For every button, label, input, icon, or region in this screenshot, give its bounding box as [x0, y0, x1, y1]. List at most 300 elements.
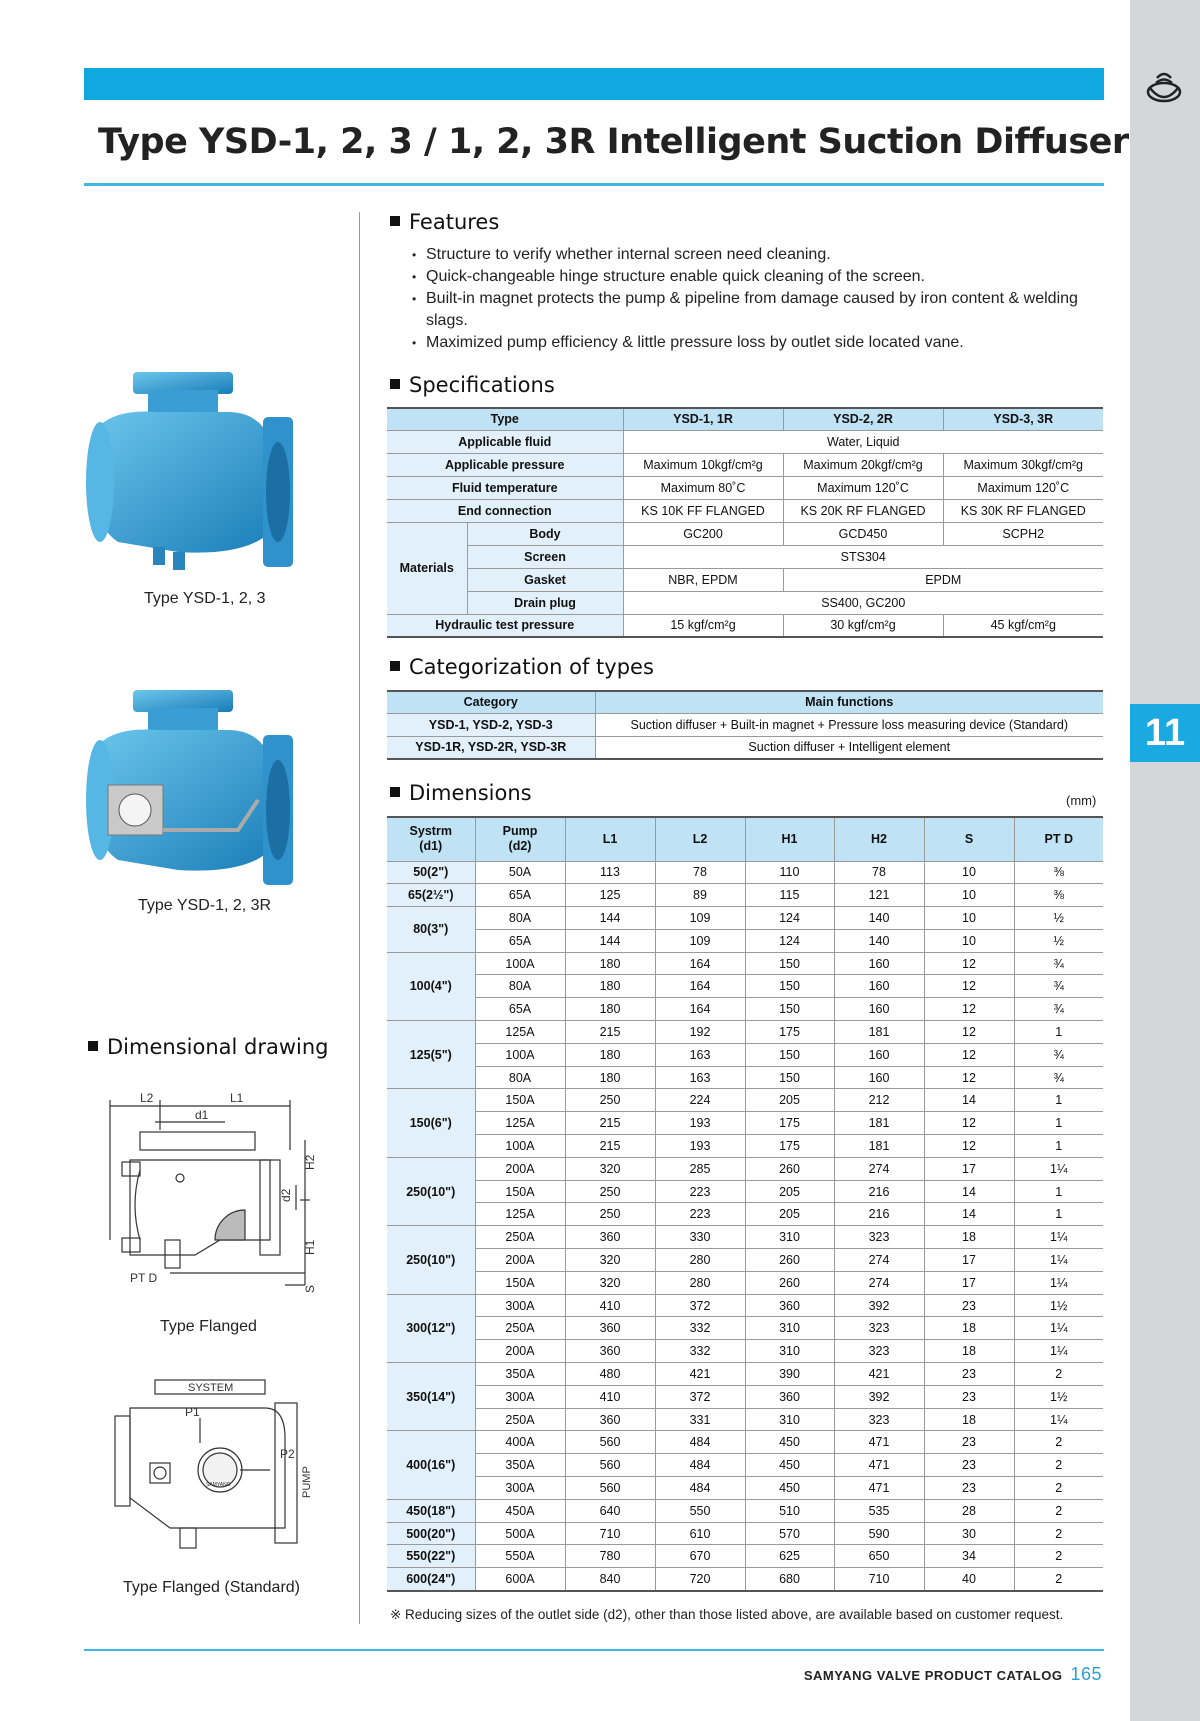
spec-value: Maximum 30kgf/cm²g — [943, 453, 1103, 476]
categorization-table — [387, 690, 1103, 760]
dim-cell: 2 — [1014, 1431, 1103, 1454]
label-h1: H1 — [303, 1239, 317, 1255]
feature-item: • Built-in magnet protects the pump & pipeline from damage caused by iron content & welding slags. — [412, 288, 1112, 332]
dim-cell: 2 — [1014, 1568, 1103, 1591]
dim-cell: 180 — [565, 1043, 655, 1066]
dim-system-size: 350(14") — [387, 1363, 475, 1431]
label-h2: H2 — [303, 1154, 317, 1170]
dim-cell: 18 — [924, 1317, 1014, 1340]
dim-cell: 2 — [1014, 1454, 1103, 1477]
table-row — [387, 1568, 1103, 1591]
dim-cell: 300A — [475, 1294, 565, 1317]
dim-cell: 100A — [475, 1135, 565, 1158]
spec-row-label: Drain plug — [467, 591, 623, 614]
dim-cell: 110 — [745, 861, 834, 884]
product-photo-ysd-r — [78, 690, 328, 890]
table-row — [387, 1340, 1103, 1363]
dim-cell: ¾ — [1014, 1043, 1103, 1066]
chapter-tab: 11 — [1130, 704, 1200, 762]
dim-cell: 150 — [745, 998, 834, 1021]
dim-cell: 224 — [655, 1089, 745, 1112]
dim-cell: ½ — [1014, 907, 1103, 930]
dim-col-header: L2 — [655, 817, 745, 861]
dim-system-size: 250(10") — [387, 1157, 475, 1225]
label-d2: d2 — [279, 1188, 293, 1202]
dim-cell: 160 — [834, 998, 924, 1021]
feature-item: • Structure to verify whether internal screen need cleaning. — [412, 244, 1112, 266]
photo1-caption: Type YSD-1, 2, 3 — [144, 590, 266, 607]
spec-value: Water, Liquid — [623, 430, 1103, 453]
label-p1: P1 — [185, 1405, 200, 1419]
dim-cell: 17 — [924, 1271, 1014, 1294]
dim-cell: 193 — [655, 1112, 745, 1135]
table-row — [387, 1226, 1103, 1249]
dim-cell: 215 — [565, 1112, 655, 1135]
dim-cell: 2 — [1014, 1522, 1103, 1545]
dim-cell: 310 — [745, 1340, 834, 1363]
dim-cell: 471 — [834, 1477, 924, 1500]
dim-cell: 500A — [475, 1522, 565, 1545]
dim-system-size: 150(6") — [387, 1089, 475, 1157]
spec-row-label: Screen — [467, 545, 623, 568]
samyang-logo-icon — [1140, 66, 1188, 114]
dim-cell: 350A — [475, 1363, 565, 1386]
dim-cell: 400A — [475, 1431, 565, 1454]
spec-value: GC200 — [623, 522, 783, 545]
dim-cell: 223 — [655, 1180, 745, 1203]
dimensions-heading: Dimensions — [390, 781, 532, 805]
label-p2: P2 — [280, 1447, 295, 1461]
dim-cell: 310 — [745, 1317, 834, 1340]
table-row — [387, 884, 1103, 907]
footer — [800, 1664, 1102, 1685]
dim-cell: 160 — [834, 1043, 924, 1066]
dim-cell: 18 — [924, 1340, 1014, 1363]
category-cell: YSD-1, YSD-2, YSD-3 — [387, 713, 595, 736]
spec-materials-label: Materials — [387, 522, 467, 614]
feature-item: • Maximized pump efficiency & little pressure loss by outlet side located vane. — [412, 332, 1112, 354]
dimensions-table — [387, 816, 1103, 1592]
dim-cell: 12 — [924, 1021, 1014, 1044]
dim-system-size: 450(18") — [387, 1499, 475, 1522]
label-d1: d1 — [195, 1108, 209, 1122]
dim-cell: 10 — [924, 929, 1014, 952]
product-photo-ysd — [78, 372, 328, 582]
dim-cell: 421 — [655, 1363, 745, 1386]
dim-cell: 164 — [655, 975, 745, 998]
dim-cell: 12 — [924, 1043, 1014, 1066]
dim-cell: 450 — [745, 1454, 834, 1477]
dim-cell: 121 — [834, 884, 924, 907]
dim-cell: 640 — [565, 1499, 655, 1522]
dim-cell: 212 — [834, 1089, 924, 1112]
dim-cell: 320 — [565, 1249, 655, 1272]
categorization-heading: Categorization of types — [390, 655, 654, 679]
label-l1: L1 — [230, 1091, 244, 1105]
dim-cell: 80A — [475, 907, 565, 930]
dim-cell: 300A — [475, 1477, 565, 1500]
dim-cell: 89 — [655, 884, 745, 907]
dim-cell: 1½ — [1014, 1385, 1103, 1408]
dim-cell: 2 — [1014, 1545, 1103, 1568]
table-row — [387, 1203, 1103, 1226]
dim-cell: 390 — [745, 1363, 834, 1386]
dim-cell: 180 — [565, 952, 655, 975]
dim-cell: 150 — [745, 1043, 834, 1066]
side-strip — [1130, 0, 1200, 1721]
dim-cell: 14 — [924, 1180, 1014, 1203]
dim-cell: 332 — [655, 1317, 745, 1340]
dim-cell: ¾ — [1014, 952, 1103, 975]
dim-cell: 274 — [834, 1271, 924, 1294]
label-l2: L2 — [140, 1091, 154, 1105]
dim-cell: 17 — [924, 1157, 1014, 1180]
dim-cell: 1¼ — [1014, 1157, 1103, 1180]
spec-value: Maximum 10kgf/cm²g — [623, 453, 783, 476]
dim-cell: 323 — [834, 1408, 924, 1431]
table-row — [387, 975, 1103, 998]
dim-cell: 18 — [924, 1226, 1014, 1249]
dim-cell: 164 — [655, 952, 745, 975]
specifications-heading: Specifications — [390, 373, 555, 397]
dim-cell: 450 — [745, 1477, 834, 1500]
functions-cell: Suction diffuser + Intelligent element — [595, 736, 1103, 759]
table-row — [387, 1431, 1103, 1454]
table-row — [387, 1089, 1103, 1112]
dim-cell: 150A — [475, 1089, 565, 1112]
bullet-square-icon — [390, 216, 400, 226]
dim-system-size: 500(20") — [387, 1522, 475, 1545]
dim-cell: 23 — [924, 1363, 1014, 1386]
dim-cell: 840 — [565, 1568, 655, 1591]
table-row — [387, 1043, 1103, 1066]
dim-cell: 10 — [924, 861, 1014, 884]
dim-cell: 216 — [834, 1203, 924, 1226]
dimensional-drawing-flanged-standard — [110, 1378, 340, 1578]
dim-system-size: 65(2½") — [387, 884, 475, 907]
dim-cell: 144 — [565, 929, 655, 952]
dim-cell: 14 — [924, 1089, 1014, 1112]
dim-cell: 80A — [475, 1066, 565, 1089]
features-heading: Features — [390, 210, 499, 234]
dim-cell: 100A — [475, 1043, 565, 1066]
dim-cell: 205 — [745, 1089, 834, 1112]
dim-cell: 109 — [655, 907, 745, 930]
dim-cell: 1 — [1014, 1021, 1103, 1044]
dim-cell: 1 — [1014, 1089, 1103, 1112]
dim-cell: 150A — [475, 1271, 565, 1294]
dim-cell: ⅜ — [1014, 861, 1103, 884]
dimensions-note: ※ Reducing sizes of the outlet side (d2), other than those listed above, are available based on customer request. — [390, 1607, 1064, 1622]
dim-cell: 160 — [834, 952, 924, 975]
dim-cell: 560 — [565, 1431, 655, 1454]
dim-cell: 1¼ — [1014, 1271, 1103, 1294]
dim-cell: 150 — [745, 952, 834, 975]
dim-cell: 200A — [475, 1157, 565, 1180]
dim-cell: 40 — [924, 1568, 1014, 1591]
dim-cell: 192 — [655, 1021, 745, 1044]
dim-cell: 175 — [745, 1135, 834, 1158]
catalog-name: SAMYANG VALVE PRODUCT CATALOG — [803, 1668, 1063, 1683]
dim-cell: 140 — [834, 929, 924, 952]
dim-cell: 550 — [655, 1499, 745, 1522]
dim-cell: 421 — [834, 1363, 924, 1386]
dim-cell: 250A — [475, 1317, 565, 1340]
spec-type: YSD-1, 1R — [623, 408, 783, 430]
dim-cell: 323 — [834, 1226, 924, 1249]
category-cell: YSD-1R, YSD-2R, YSD-3R — [387, 736, 595, 759]
dim-cell: 350A — [475, 1454, 565, 1477]
dim-cell: 181 — [834, 1021, 924, 1044]
dim-cell: 180 — [565, 1066, 655, 1089]
dim-cell: 484 — [655, 1477, 745, 1500]
dim-cell: 450 — [745, 1431, 834, 1454]
footer-divider — [84, 1649, 1104, 1651]
dim-cell: 10 — [924, 884, 1014, 907]
table-row — [387, 1477, 1103, 1500]
dim-cell: 180 — [565, 998, 655, 1021]
spec-value: STS304 — [623, 545, 1103, 568]
dim-cell: 550A — [475, 1545, 565, 1568]
table-row — [387, 1408, 1103, 1431]
dim-cell: 410 — [565, 1385, 655, 1408]
dim-col-header: Pump (d2) — [475, 817, 565, 861]
spec-value: 15 kgf/cm²g — [623, 614, 783, 637]
dim-cell: 360 — [745, 1385, 834, 1408]
dim-cell: 216 — [834, 1180, 924, 1203]
dim-cell: 30 — [924, 1522, 1014, 1545]
dim-cell: 1¼ — [1014, 1408, 1103, 1431]
dim-cell: 484 — [655, 1431, 745, 1454]
table-row — [387, 1135, 1103, 1158]
dim-cell: 260 — [745, 1271, 834, 1294]
dim-cell: 78 — [834, 861, 924, 884]
dim-cell: 250 — [565, 1089, 655, 1112]
dim-cell: 12 — [924, 975, 1014, 998]
dimensions-unit: (mm) — [1066, 793, 1097, 808]
dim-cell: 780 — [565, 1545, 655, 1568]
dim-cell: 2 — [1014, 1499, 1103, 1522]
dim-cell: 193 — [655, 1135, 745, 1158]
dim-cell: 1¼ — [1014, 1340, 1103, 1363]
dim-cell: 205 — [745, 1203, 834, 1226]
dim-cell: 164 — [655, 998, 745, 1021]
dim-cell: ⅜ — [1014, 884, 1103, 907]
table-row — [387, 1180, 1103, 1203]
dim-cell: 1¼ — [1014, 1249, 1103, 1272]
table-row — [387, 861, 1103, 884]
dim-cell: 23 — [924, 1454, 1014, 1477]
dim-cell: 392 — [834, 1294, 924, 1317]
dim-cell: 12 — [924, 1066, 1014, 1089]
spec-value: KS 30K RF FLANGED — [943, 499, 1103, 522]
spec-value: Maximum 80˚C — [623, 476, 783, 499]
spec-value: 30 kgf/cm²g — [783, 614, 943, 637]
specifications-table — [387, 407, 1103, 638]
dim-cell: 113 — [565, 861, 655, 884]
dim-cell: 163 — [655, 1043, 745, 1066]
spec-value: SS400, GC200 — [623, 591, 1103, 614]
spec-value: SCPH2 — [943, 522, 1103, 545]
dim-cell: 12 — [924, 1135, 1014, 1158]
dim-cell: 625 — [745, 1545, 834, 1568]
dim-cell: 392 — [834, 1385, 924, 1408]
features-list — [412, 244, 1112, 354]
spec-value: Maximum 120˚C — [783, 476, 943, 499]
dim-cell: 23 — [924, 1477, 1014, 1500]
dim-cell: 160 — [834, 1066, 924, 1089]
dim-cell: 1¼ — [1014, 1317, 1103, 1340]
table-row — [387, 998, 1103, 1021]
spec-row-label: Hydraulic test pressure — [387, 614, 623, 637]
dim-cell: 560 — [565, 1477, 655, 1500]
dim-cell: 590 — [834, 1522, 924, 1545]
dim-cell: 215 — [565, 1021, 655, 1044]
column-divider — [359, 212, 360, 1624]
dim-cell: 710 — [834, 1568, 924, 1591]
dim-cell: 150A — [475, 1180, 565, 1203]
dim-cell: 1¼ — [1014, 1226, 1103, 1249]
dim-cell: 480 — [565, 1363, 655, 1386]
dim-cell: 250A — [475, 1408, 565, 1431]
dim-cell: 100A — [475, 952, 565, 975]
dim-cell: 610 — [655, 1522, 745, 1545]
dim-cell: 484 — [655, 1454, 745, 1477]
dim-cell: 310 — [745, 1408, 834, 1431]
dim-cell: 12 — [924, 1112, 1014, 1135]
table-row — [387, 1157, 1103, 1180]
label-system: SYSTEM — [188, 1382, 234, 1394]
dim-cell: 160 — [834, 975, 924, 998]
dim-cell: 720 — [655, 1568, 745, 1591]
photo2-caption: Type YSD-1, 2, 3R — [138, 897, 272, 914]
dim-cell: 125A — [475, 1112, 565, 1135]
dim-cell: ¾ — [1014, 998, 1103, 1021]
dim-cell: 274 — [834, 1249, 924, 1272]
dim-cell: 65A — [475, 884, 565, 907]
spec-row-label: Fluid temperature — [387, 476, 623, 499]
dim-cell: 125A — [475, 1203, 565, 1226]
table-row — [387, 1545, 1103, 1568]
functions-cell: Suction diffuser + Built-in magnet + Pressure loss measuring device (Standard) — [595, 713, 1103, 736]
dim-system-size: 100(4") — [387, 952, 475, 1020]
dim-cell: 205 — [745, 1180, 834, 1203]
dim-system-size: 50(2") — [387, 861, 475, 884]
dim-cell: 320 — [565, 1271, 655, 1294]
dim-system-size: 300(12") — [387, 1294, 475, 1362]
table-row — [387, 1294, 1103, 1317]
dim-cell: 80A — [475, 975, 565, 998]
table-row — [387, 952, 1103, 975]
dim-cell: 10 — [924, 907, 1014, 930]
dim-cell: 200A — [475, 1340, 565, 1363]
dim-cell: 23 — [924, 1294, 1014, 1317]
category-col-header: Category — [387, 691, 595, 713]
dim-cell: 50A — [475, 861, 565, 884]
dim-cell: 181 — [834, 1112, 924, 1135]
dim-cell: 535 — [834, 1499, 924, 1522]
dim-cell: 323 — [834, 1340, 924, 1363]
spec-value: GCD450 — [783, 522, 943, 545]
bullet-square-icon — [390, 787, 400, 797]
dim-cell: 109 — [655, 929, 745, 952]
dim-cell: 23 — [924, 1431, 1014, 1454]
dimensional-drawing-flanged — [100, 1090, 340, 1300]
bullet-square-icon — [390, 661, 400, 671]
drawing1-caption: Type Flanged — [160, 1318, 257, 1335]
table-row — [387, 1021, 1103, 1044]
dim-cell: 2 — [1014, 1477, 1103, 1500]
header-bar — [84, 68, 1104, 100]
dim-cell: 260 — [745, 1157, 834, 1180]
spec-type: YSD-2, 2R — [783, 408, 943, 430]
dim-cell: ¾ — [1014, 1066, 1103, 1089]
dim-col-header: L1 — [565, 817, 655, 861]
dim-cell: 600A — [475, 1568, 565, 1591]
dim-cell: 300A — [475, 1385, 565, 1408]
dim-cell: 175 — [745, 1021, 834, 1044]
dim-cell: 360 — [565, 1317, 655, 1340]
spec-value: KS 10K FF FLANGED — [623, 499, 783, 522]
dim-cell: 650 — [834, 1545, 924, 1568]
table-row — [387, 1066, 1103, 1089]
dim-cell: 34 — [924, 1545, 1014, 1568]
dim-cell: 332 — [655, 1340, 745, 1363]
dim-col-header: H1 — [745, 817, 834, 861]
spec-row-label: Body — [467, 522, 623, 545]
dim-cell: 223 — [655, 1203, 745, 1226]
dim-cell: 450A — [475, 1499, 565, 1522]
dim-cell: 65A — [475, 929, 565, 952]
dim-cell: 250 — [565, 1203, 655, 1226]
dim-cell: 323 — [834, 1317, 924, 1340]
page-title: Type YSD-1, 2, 3 / 1, 2, 3R Intelligent Suction Diffuser — [98, 122, 1129, 162]
dim-cell: 250 — [565, 1180, 655, 1203]
dim-cell: 250A — [475, 1226, 565, 1249]
table-row — [387, 1385, 1103, 1408]
spec-value: Maximum 120˚C — [943, 476, 1103, 499]
dim-cell: 330 — [655, 1226, 745, 1249]
dim-cell: 28 — [924, 1499, 1014, 1522]
dim-cell: 510 — [745, 1499, 834, 1522]
table-row — [387, 1363, 1103, 1386]
dim-cell: 570 — [745, 1522, 834, 1545]
dim-cell: 180 — [565, 975, 655, 998]
spec-type-label: Type — [387, 408, 623, 430]
table-row — [387, 929, 1103, 952]
dim-cell: 710 — [565, 1522, 655, 1545]
dim-cell: 12 — [924, 952, 1014, 975]
spec-value: NBR, EPDM — [623, 568, 783, 591]
dim-cell: 175 — [745, 1112, 834, 1135]
dim-cell: 360 — [565, 1408, 655, 1431]
title-divider — [84, 183, 1104, 186]
spec-value: EPDM — [783, 568, 1103, 591]
dim-cell: 78 — [655, 861, 745, 884]
dim-cell: 1½ — [1014, 1294, 1103, 1317]
spec-row-label: Applicable pressure — [387, 453, 623, 476]
dim-cell: 360 — [745, 1294, 834, 1317]
dim-cell: 260 — [745, 1249, 834, 1272]
dim-cell: 23 — [924, 1385, 1014, 1408]
dim-cell: 360 — [565, 1340, 655, 1363]
table-row — [387, 907, 1103, 930]
dim-cell: 150 — [745, 1066, 834, 1089]
label-gauge: SAMYANG — [206, 1482, 231, 1488]
dim-system-size: 250(10") — [387, 1226, 475, 1294]
dim-cell: 1 — [1014, 1203, 1103, 1226]
table-row — [387, 1454, 1103, 1477]
